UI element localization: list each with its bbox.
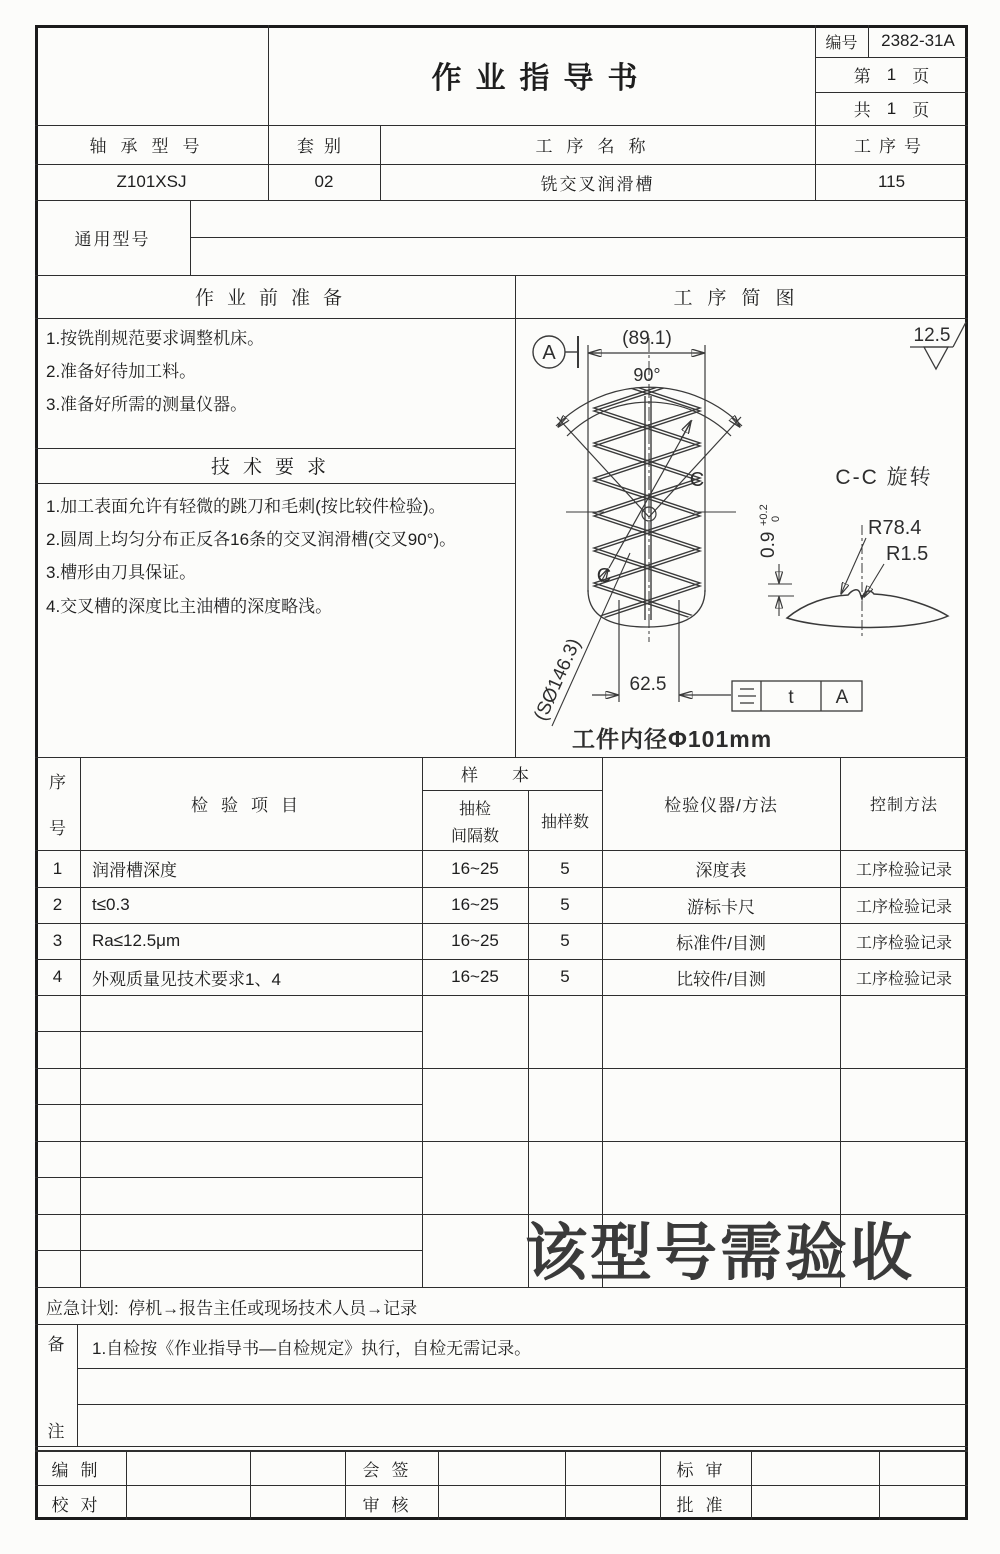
emergency-plan: 应急计划: 停机→报告主任或现场技术人员→记录 <box>46 1298 418 1318</box>
tolerance-frame <box>732 681 862 711</box>
acceptance-stamp: 该型号需验收 <box>524 1218 915 1288</box>
cell-count: 5 <box>560 895 570 914</box>
rule <box>126 1451 127 1520</box>
cell-interval: 16~25 <box>451 931 499 950</box>
cell-interval: 16~25 <box>451 895 499 914</box>
cell-count: 5 <box>560 858 570 878</box>
rule <box>751 1451 752 1520</box>
cell-control: 工序检验记录 <box>855 862 952 879</box>
section-letter-upper: C <box>689 469 705 491</box>
signoff-std-review-label: 标审 <box>676 1461 735 1480</box>
roughness-value: 12.5 <box>913 325 951 346</box>
rule <box>190 200 191 275</box>
datum-letter: A <box>542 342 556 364</box>
preparation-title: 作业前准备 <box>194 288 355 309</box>
cell-item: 外观质量见技术要求1、4 <box>92 969 281 989</box>
depth-value: 0.9 <box>758 531 779 558</box>
rule <box>35 1031 422 1032</box>
col-count: 抽样数 <box>540 813 589 831</box>
process-name-label: 工序名称 <box>535 137 660 156</box>
total-pages-row <box>815 92 968 125</box>
bore-note: 工件内径Φ101mm <box>572 726 773 752</box>
set-value: 02 <box>314 172 334 191</box>
general-model-label: 通用型号 <box>74 230 151 249</box>
signoff-reviewed-label: 审核 <box>362 1495 421 1515</box>
requirement-item: 4.交叉槽的深度比主油槽的深度略浅。 <box>46 596 333 616</box>
angle-dim-text: 90° <box>633 365 661 385</box>
depth-upper-tol: +0.2 <box>758 504 770 526</box>
rule <box>438 1451 439 1520</box>
rule <box>35 1446 968 1447</box>
col-instrument: 检验仪器/方法 <box>664 796 778 815</box>
section-letter-lower: C <box>596 565 612 587</box>
col-seq-char1: 序 <box>49 772 66 792</box>
requirement-item: 2.圆周上均匀分布正反各16条的交叉润滑槽(交叉90°)。 <box>46 529 457 549</box>
rule <box>250 1451 251 1520</box>
sphere-dim-text: (SØ146.3) <box>530 635 586 725</box>
requirements-title: 技术要求 <box>210 457 339 478</box>
section-view <box>758 466 948 638</box>
rule <box>77 1404 968 1405</box>
process-diagram <box>515 318 968 757</box>
cell-interval: 16~25 <box>451 967 499 986</box>
section-view-title: C-C 旋转 <box>835 466 933 489</box>
page-word: 第 <box>853 67 871 86</box>
groove-span-text: 62.5 <box>629 674 667 695</box>
notes-label-char1: 备 <box>47 1335 65 1354</box>
rule <box>190 237 968 238</box>
process-no-value: 115 <box>877 172 906 191</box>
tolerance-datum: A <box>835 687 849 708</box>
rule <box>35 1141 968 1142</box>
depth-lower-tol: 0 <box>770 515 782 522</box>
cell-control: 工序检验记录 <box>855 898 952 916</box>
cell-seq: 4 <box>52 967 63 986</box>
total-no: 1 <box>886 98 897 118</box>
rule <box>35 1068 968 1069</box>
preparation-item: 1.按铣削规范要求调整机床。 <box>46 328 265 348</box>
cell-item: t≤0.3 <box>92 895 130 914</box>
preparation-item: 2.准备好待加工料。 <box>46 361 197 381</box>
doc-number-label: 编号 <box>825 34 858 52</box>
set-label: 套别 <box>297 137 351 156</box>
width-dim-text: (89.1) <box>622 328 672 349</box>
signoff-approved-label: 批准 <box>676 1495 735 1515</box>
depth-dimension <box>758 504 794 616</box>
rule <box>35 1104 422 1105</box>
cell-item: 润滑槽深度 <box>92 861 177 880</box>
rule <box>35 483 515 484</box>
cell-interval: 16~25 <box>451 858 499 878</box>
rule <box>35 1250 422 1251</box>
preparation-item: 3.准备好所需的测量仪器。 <box>46 394 248 414</box>
datum-a-symbol <box>533 336 578 368</box>
cell-instrument: 比较件/目测 <box>676 969 766 989</box>
process-name-value: 铣交叉润滑槽 <box>540 174 655 194</box>
process-no-label: 工序号 <box>854 137 929 156</box>
rule <box>565 1451 566 1520</box>
signoff-prepared-label: 编制 <box>51 1461 110 1480</box>
cell-instrument: 深度表 <box>695 861 747 880</box>
page-unit: 页 <box>912 67 930 86</box>
col-interval-line1: 抽检 <box>458 800 491 818</box>
tolerance-value: t <box>788 687 794 708</box>
signoff-countersign-label: 会签 <box>362 1461 421 1480</box>
cell-instrument: 标准件/目测 <box>676 933 766 953</box>
cell-control: 工序检验记录 <box>855 970 952 988</box>
doc-number: 2382-31A <box>881 31 955 50</box>
page-title: 作业指导书 <box>431 62 652 95</box>
col-seq-char2: 号 <box>49 818 66 838</box>
col-item: 检验项目 <box>191 796 311 815</box>
col-sample: 样本 <box>461 766 563 785</box>
bearing-model-value: Z101XSJ <box>116 172 187 191</box>
rule <box>35 1485 968 1486</box>
notes-label-char2: 注 <box>47 1422 65 1441</box>
roughness-symbol-icon <box>910 322 966 369</box>
cell-control: 工序检验记录 <box>855 934 952 952</box>
radius-major-text: R78.4 <box>868 517 922 539</box>
cell-count: 5 <box>560 931 570 950</box>
rule <box>35 1450 968 1452</box>
cell-item: Ra≤12.5μm <box>92 931 181 950</box>
cell-instrument: 游标卡尺 <box>687 897 755 917</box>
rule <box>77 1324 78 1446</box>
page-no: 1 <box>886 64 897 84</box>
col-interval-line2: 间隔数 <box>450 827 499 845</box>
rule <box>35 1177 422 1178</box>
cell-count: 5 <box>560 967 570 986</box>
rule <box>77 1368 968 1369</box>
notes-item: 1.自检按《作业指导书—自检规定》执行，自检无需记录。 <box>92 1338 532 1358</box>
diagram-title: 工序简图 <box>673 288 810 309</box>
cell-seq: 1 <box>52 858 63 878</box>
total-unit: 页 <box>912 101 930 120</box>
cell-seq: 2 <box>52 895 63 914</box>
signoff-proofread-label: 校对 <box>51 1495 110 1515</box>
requirement-item: 1.加工表面允许有轻微的跳刀和毛刺(按比较件检验)。 <box>46 496 446 516</box>
col-control: 控制方法 <box>869 797 938 814</box>
total-word: 共 <box>853 101 871 120</box>
page-number-row <box>815 57 968 92</box>
requirement-item: 3.槽形由刀具保证。 <box>46 562 197 582</box>
cell-seq: 3 <box>52 931 63 950</box>
rule <box>879 1451 880 1520</box>
notes-label <box>35 1330 77 1442</box>
rule <box>35 995 968 996</box>
bearing-model-label: 轴承型号 <box>89 137 214 156</box>
radius-minor-text: R1.5 <box>886 543 929 565</box>
